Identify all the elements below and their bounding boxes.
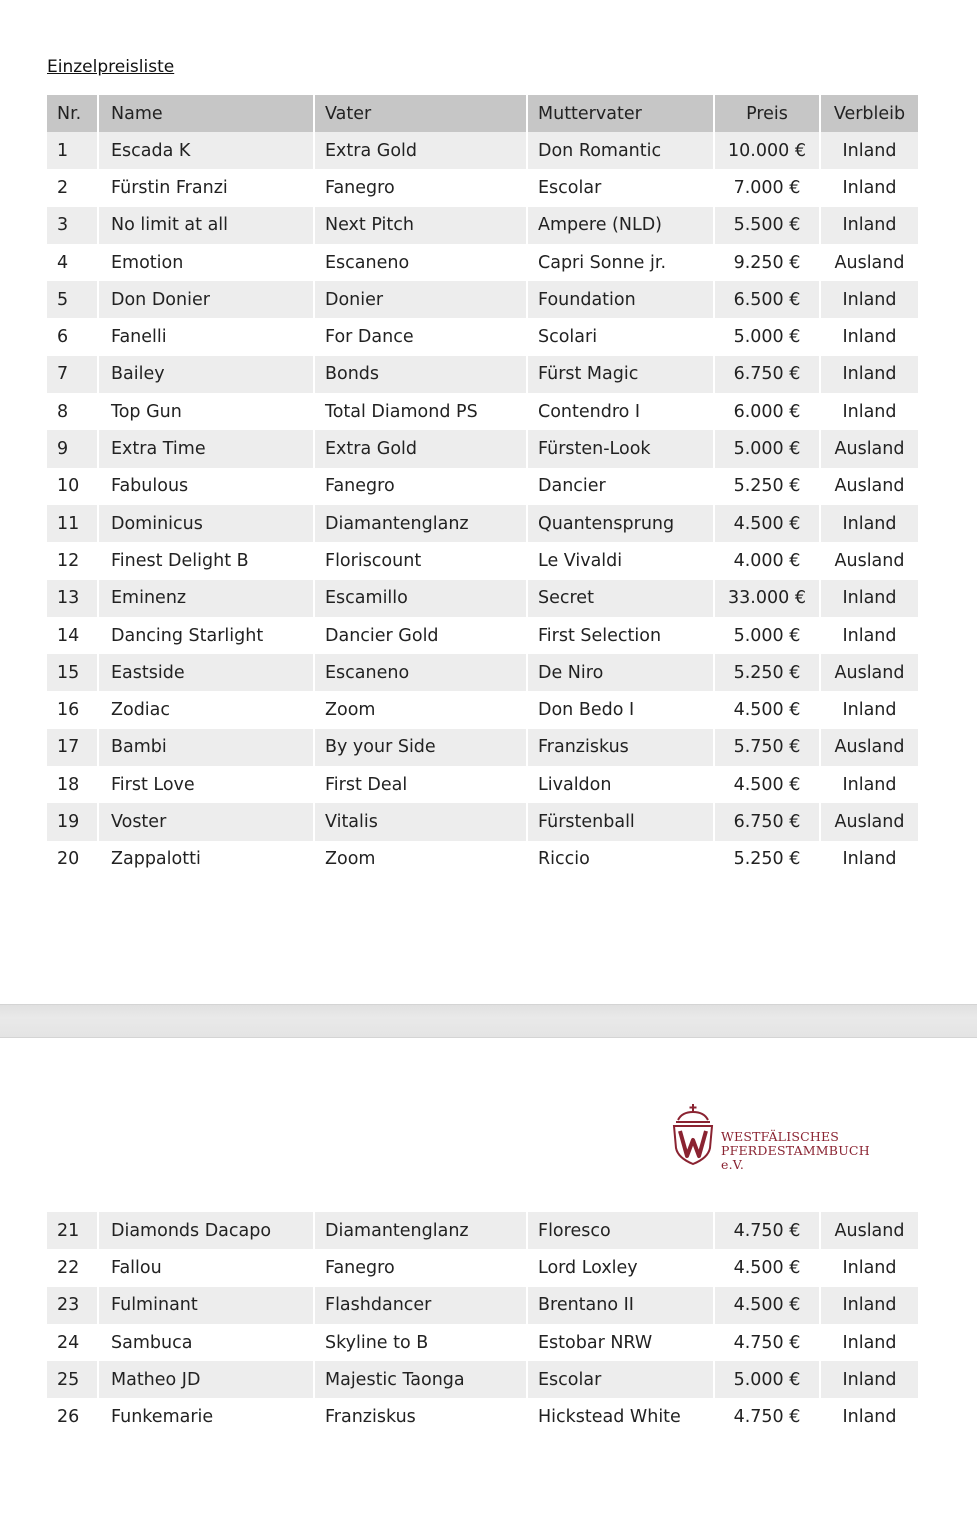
price-table-page-2 xyxy=(47,1212,918,1436)
cell-verbleib: Ausland xyxy=(819,244,918,281)
table-row xyxy=(47,318,918,355)
cell-name: Matheo JD xyxy=(97,1361,313,1398)
cell-vater: Extra Gold xyxy=(313,132,526,169)
table-row xyxy=(47,841,918,878)
logo-text xyxy=(721,1130,890,1172)
cell-nr: 17 xyxy=(57,737,80,758)
cell-verbleib: Ausland xyxy=(819,654,918,691)
header-preis: Preis xyxy=(713,95,819,132)
table-row xyxy=(47,1287,918,1324)
cell-preis: 5.250 € xyxy=(713,468,819,505)
cell-verbleib: Inland xyxy=(819,1287,918,1324)
cell-muttervater: Franziskus xyxy=(526,729,713,766)
westfaelisches-pferdestammbuch-logo xyxy=(670,1102,890,1172)
cell-vater: Fanegro xyxy=(313,468,526,505)
cell-preis: 4.500 € xyxy=(713,1287,819,1324)
table-row xyxy=(47,654,918,691)
cell-muttervater: Fürsten-Look xyxy=(526,430,713,467)
cell-nr: 20 xyxy=(57,849,80,870)
page-title: Einzelpreisliste xyxy=(47,57,175,77)
cell-name: Don Donier xyxy=(97,281,313,318)
cell-nr: 26 xyxy=(57,1407,80,1428)
cell-vater: Escaneno xyxy=(313,654,526,691)
cell-preis: 5.250 € xyxy=(713,841,819,878)
cell-verbleib: Inland xyxy=(819,1361,918,1398)
cell-preis: 4.500 € xyxy=(713,766,819,803)
cell-preis: 4.500 € xyxy=(713,505,819,542)
cell-preis: 4.500 € xyxy=(713,691,819,728)
table-header-row xyxy=(47,95,918,132)
cell-nr: 21 xyxy=(57,1220,80,1241)
cell-verbleib: Ausland xyxy=(819,1212,918,1249)
table-row xyxy=(47,207,918,244)
cell-preis: 7.000 € xyxy=(713,169,819,206)
cell-name: Voster xyxy=(97,803,313,840)
cell-nr: 1 xyxy=(57,140,69,161)
cell-name: Diamonds Dacapo xyxy=(97,1212,313,1249)
cell-preis: 6.750 € xyxy=(713,803,819,840)
table-row xyxy=(47,1249,918,1286)
cell-nr: 4 xyxy=(57,252,69,273)
cell-nr: 2 xyxy=(57,177,69,198)
cell-preis: 5.000 € xyxy=(713,1361,819,1398)
cell-verbleib: Inland xyxy=(819,132,918,169)
cell-name: Emotion xyxy=(97,244,313,281)
cell-vater: Dancier Gold xyxy=(313,617,526,654)
cell-verbleib: Inland xyxy=(819,281,918,318)
cell-muttervater: Capri Sonne jr. xyxy=(526,244,713,281)
cell-vater: By your Side xyxy=(313,729,526,766)
table-row xyxy=(47,1361,918,1398)
cell-name: Escada K xyxy=(97,132,313,169)
cell-muttervater: Foundation xyxy=(526,281,713,318)
cell-name: First Love xyxy=(97,766,313,803)
cell-nr: 7 xyxy=(57,364,69,385)
cell-muttervater: Lord Loxley xyxy=(526,1249,713,1286)
cell-verbleib: Inland xyxy=(819,1249,918,1286)
table-row xyxy=(47,1398,918,1435)
cell-name: Fulminant xyxy=(97,1287,313,1324)
cell-vater: Flashdancer xyxy=(313,1287,526,1324)
header-name: Name xyxy=(97,95,313,132)
table-row xyxy=(47,1212,918,1249)
cell-preis: 6.500 € xyxy=(713,281,819,318)
cell-name: Fürstin Franzi xyxy=(97,169,313,206)
cell-name: Dancing Starlight xyxy=(97,617,313,654)
cell-vater: Skyline to B xyxy=(313,1324,526,1361)
cell-muttervater: Livaldon xyxy=(526,766,713,803)
cell-vater: Fanegro xyxy=(313,169,526,206)
cell-vater: Franziskus xyxy=(313,1398,526,1435)
table-row xyxy=(47,468,918,505)
cell-muttervater: Contendro I xyxy=(526,393,713,430)
cell-name: Fallou xyxy=(97,1249,313,1286)
cell-nr: 19 xyxy=(57,811,80,832)
table-row xyxy=(47,803,918,840)
table-row xyxy=(47,766,918,803)
cell-verbleib: Inland xyxy=(819,766,918,803)
cell-vater: First Deal xyxy=(313,766,526,803)
cell-nr: 12 xyxy=(57,550,80,571)
cell-vater: For Dance xyxy=(313,318,526,355)
cell-vater: Total Diamond PS xyxy=(313,393,526,430)
table-row xyxy=(47,430,918,467)
cell-nr: 10 xyxy=(57,476,80,497)
cell-name: Zodiac xyxy=(97,691,313,728)
cell-nr: 8 xyxy=(57,401,69,422)
cell-nr: 6 xyxy=(57,327,69,348)
cell-muttervater: Ampere (NLD) xyxy=(526,207,713,244)
cell-nr: 13 xyxy=(57,588,80,609)
cell-name: Sambuca xyxy=(97,1324,313,1361)
cell-vater: Zoom xyxy=(313,691,526,728)
table-row xyxy=(47,281,918,318)
cell-name: Funkemarie xyxy=(97,1398,313,1435)
cell-preis: 4.500 € xyxy=(713,1249,819,1286)
cell-nr: 23 xyxy=(57,1295,80,1316)
table-body-page-1 xyxy=(47,132,918,878)
cell-verbleib: Inland xyxy=(819,617,918,654)
cell-muttervater: Don Romantic xyxy=(526,132,713,169)
cell-name: Eminenz xyxy=(97,580,313,617)
crown-shield-icon xyxy=(670,1102,720,1168)
cell-vater: Floriscount xyxy=(313,542,526,579)
cell-muttervater: Don Bedo I xyxy=(526,691,713,728)
header-nr: Nr. xyxy=(57,103,82,124)
cell-verbleib: Inland xyxy=(819,318,918,355)
cell-muttervater: Le Vivaldi xyxy=(526,542,713,579)
cell-verbleib: Inland xyxy=(819,841,918,878)
cell-muttervater: Quantensprung xyxy=(526,505,713,542)
cell-muttervater: Brentano II xyxy=(526,1287,713,1324)
cell-vater: Extra Gold xyxy=(313,430,526,467)
cell-verbleib: Ausland xyxy=(819,468,918,505)
cell-nr: 25 xyxy=(57,1369,80,1390)
cell-preis: 5.000 € xyxy=(713,617,819,654)
cell-name: Fabulous xyxy=(97,468,313,505)
cell-verbleib: Inland xyxy=(819,207,918,244)
table-row xyxy=(47,505,918,542)
cell-muttervater: Secret xyxy=(526,580,713,617)
cell-verbleib: Inland xyxy=(819,169,918,206)
page-separator xyxy=(0,1004,977,1038)
cell-verbleib: Ausland xyxy=(819,430,918,467)
cell-vater: Donier xyxy=(313,281,526,318)
cell-muttervater: Escolar xyxy=(526,169,713,206)
cell-vater: Majestic Taonga xyxy=(313,1361,526,1398)
header-muttervater: Muttervater xyxy=(526,95,713,132)
cell-nr: 22 xyxy=(57,1257,80,1278)
table-row xyxy=(47,580,918,617)
cell-vater: Fanegro xyxy=(313,1249,526,1286)
cell-nr: 9 xyxy=(57,439,69,460)
table-row xyxy=(47,542,918,579)
cell-vater: Diamantenglanz xyxy=(313,1212,526,1249)
cell-nr: 5 xyxy=(57,289,69,310)
cell-nr: 16 xyxy=(57,700,80,721)
cell-vater: Vitalis xyxy=(313,803,526,840)
cell-preis: 5.000 € xyxy=(713,430,819,467)
cell-name: Fanelli xyxy=(97,318,313,355)
cell-vater: Next Pitch xyxy=(313,207,526,244)
cell-muttervater: Riccio xyxy=(526,841,713,878)
cell-preis: 9.250 € xyxy=(713,244,819,281)
cell-muttervater: De Niro xyxy=(526,654,713,691)
table-row xyxy=(47,132,918,169)
logo-line-2: PFERDESTAMMBUCH e.V. xyxy=(721,1143,870,1172)
cell-verbleib: Ausland xyxy=(819,803,918,840)
table-row xyxy=(47,393,918,430)
cell-vater: Escamillo xyxy=(313,580,526,617)
cell-name: Bailey xyxy=(97,356,313,393)
cell-preis: 5.250 € xyxy=(713,654,819,691)
cell-verbleib: Inland xyxy=(819,691,918,728)
cell-name: Eastside xyxy=(97,654,313,691)
header-verbleib: Verbleib xyxy=(819,95,918,132)
cell-preis: 5.000 € xyxy=(713,318,819,355)
cell-muttervater: First Selection xyxy=(526,617,713,654)
cell-vater: Escaneno xyxy=(313,244,526,281)
cell-verbleib: Inland xyxy=(819,1398,918,1435)
cell-name: Finest Delight B xyxy=(97,542,313,579)
cell-name: Extra Time xyxy=(97,430,313,467)
cell-preis: 10.000 € xyxy=(713,132,819,169)
cell-preis: 6.750 € xyxy=(713,356,819,393)
cell-vater: Diamantenglanz xyxy=(313,505,526,542)
cell-nr: 3 xyxy=(57,215,69,236)
table-row xyxy=(47,1324,918,1361)
cell-muttervater: Fürst Magic xyxy=(526,356,713,393)
cell-name: Zappalotti xyxy=(97,841,313,878)
cell-preis: 4.000 € xyxy=(713,542,819,579)
cell-muttervater: Dancier xyxy=(526,468,713,505)
cell-preis: 4.750 € xyxy=(713,1324,819,1361)
table-row xyxy=(47,691,918,728)
cell-vater: Bonds xyxy=(313,356,526,393)
cell-name: Top Gun xyxy=(97,393,313,430)
price-table-page-1 xyxy=(47,95,918,878)
cell-nr: 15 xyxy=(57,662,80,683)
cell-nr: 11 xyxy=(57,513,80,534)
table-row xyxy=(47,356,918,393)
cell-verbleib: Inland xyxy=(819,505,918,542)
cell-muttervater: Fürstenball xyxy=(526,803,713,840)
cell-verbleib: Inland xyxy=(819,393,918,430)
cell-nr: 14 xyxy=(57,625,80,646)
table-row xyxy=(47,244,918,281)
cell-preis: 33.000 € xyxy=(713,580,819,617)
cell-muttervater: Scolari xyxy=(526,318,713,355)
cell-preis: 5.500 € xyxy=(713,207,819,244)
cell-preis: 6.000 € xyxy=(713,393,819,430)
cell-muttervater: Escolar xyxy=(526,1361,713,1398)
header-vater: Vater xyxy=(313,95,526,132)
cell-name: Dominicus xyxy=(97,505,313,542)
cell-verbleib: Ausland xyxy=(819,729,918,766)
cell-verbleib: Ausland xyxy=(819,542,918,579)
cell-preis: 4.750 € xyxy=(713,1398,819,1435)
cell-vater: Zoom xyxy=(313,841,526,878)
cell-name: No limit at all xyxy=(97,207,313,244)
cell-nr: 18 xyxy=(57,774,80,795)
cell-name: Bambi xyxy=(97,729,313,766)
cell-verbleib: Inland xyxy=(819,580,918,617)
logo-line-1: WESTFÄLISCHES xyxy=(721,1129,840,1144)
cell-muttervater: Estobar NRW xyxy=(526,1324,713,1361)
table-row xyxy=(47,617,918,654)
table-row xyxy=(47,169,918,206)
table-row xyxy=(47,729,918,766)
cell-preis: 5.750 € xyxy=(713,729,819,766)
cell-verbleib: Inland xyxy=(819,1324,918,1361)
cell-nr: 24 xyxy=(57,1332,80,1353)
cell-muttervater: Floresco xyxy=(526,1212,713,1249)
cell-muttervater: Hickstead White xyxy=(526,1398,713,1435)
table-body-page-2 xyxy=(47,1212,918,1436)
cell-preis: 4.750 € xyxy=(713,1212,819,1249)
cell-verbleib: Inland xyxy=(819,356,918,393)
